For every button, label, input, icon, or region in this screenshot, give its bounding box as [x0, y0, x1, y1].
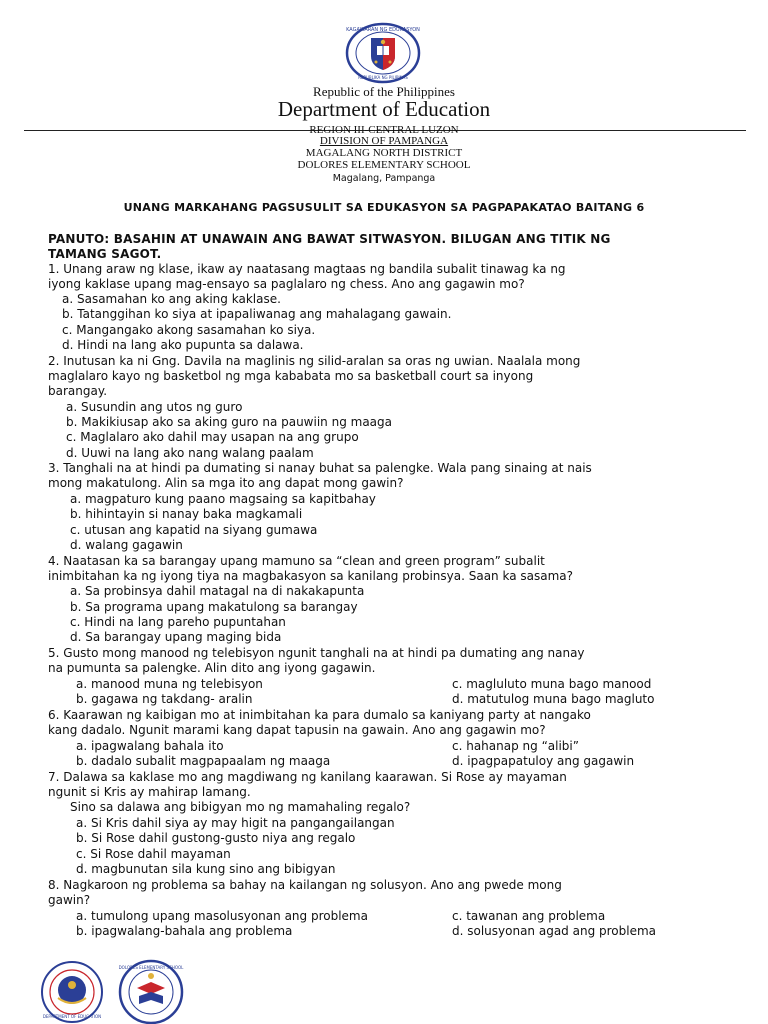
exam-title: UNANG MARKAHANG PAGSUSULIT SA EDUKASYON SA PAGPAPAKATAO BAITANG 6 — [123, 201, 645, 214]
region-text: REGION III-CENTRAL LUZON — [309, 124, 459, 136]
question-1-text: 1. Unang araw ng klase, ikaw ay naatasang magtaas ng bandila subalit tinawag ka ng — [48, 262, 566, 276]
question-7-text-cont: ngunit si Kris ay mahirap lamang. — [48, 785, 251, 799]
question-4-choice-a: a. Sa probinsya dahil matagal na di nakakapunta — [70, 584, 365, 598]
question-3-choice-c: c. utusan ang kapatid na siyang gumawa — [70, 523, 318, 537]
school-name: DOLORES ELEMENTARY SCHOOL — [297, 159, 471, 171]
question-8-text-cont: gawin? — [48, 893, 91, 907]
question-6-text-cont: kang dadalo. Ngunit marami kang dapat tapusin na gawain. Ano ang gagawin mo? — [48, 723, 546, 737]
town-text: Magalang, Pampanga — [332, 173, 436, 184]
question-7-choice-b: b. Si Rose dahil gustong-gusto niya ang regalo — [76, 831, 356, 845]
deped-seal-logo — [333, 22, 433, 84]
question-1-choice-b: b. Tatanggihan ko siya at ipapaliwanag ang mahalagang gawain. — [62, 307, 452, 321]
instructions-line1: PANUTO: BASAHIN AT UNAWAIN ANG BAWAT SITWASYON. BILUGAN ANG TITIK NG — [48, 232, 611, 246]
question-3-choice-a: a. magpaturo kung paano magsaing sa kapitbahay — [70, 492, 376, 506]
question-3-text-cont: mong makatulong. Alin sa mga ito ang dapat mong gawin? — [48, 476, 404, 490]
question-4-choice-d: d. Sa barangay upang maging bida — [70, 630, 282, 644]
question-7-choice-d: d. magbunutan sila kung sino ang bibigyan — [76, 862, 336, 876]
question-5-choice-a: a. manood muna ng telebisyon — [76, 677, 263, 691]
seal-subtext: REPUBLIKA NG PILIPINAS — [358, 75, 408, 80]
question-2-text-cont: maglalaro kayo ng basketbol ng mga kababata mo sa basketball court sa inyong — [48, 369, 534, 383]
department-title: Department of Education — [277, 97, 491, 121]
question-2-choice-d: d. Uuwi na lang ako nang walang paalam — [66, 446, 314, 460]
question-6-choice-c: c. hahanap ng “alibi” — [452, 739, 579, 753]
footer-right-logo-text: DOLORES ELEMENTARY SCHOOL — [118, 965, 184, 970]
question-7-choice-c: c. Si Rose dahil mayaman — [76, 847, 231, 861]
question-4-choice-c: c. Hindi na lang pareho pupuntahan — [70, 615, 286, 629]
question-8-text: 8. Nagkaroon ng problema sa bahay na kailangan ng solusyon. Ano ang pwede mong — [48, 878, 562, 892]
question-5-text-cont: na pumunta sa palengke. Alin dito ang iyong gagawin. — [48, 661, 376, 675]
question-5-choice-d: d. matutulog muna bago magluto — [452, 692, 655, 706]
question-7-choice-a: a. Si Kris dahil siya ay may higit na pangangailangan — [76, 816, 395, 830]
question-8-choice-d: d. solusyonan agad ang problema — [452, 924, 657, 938]
republic-text: Republic of the Philippines — [313, 84, 455, 99]
footer-left-logo-text: DEPARTMENT OF EDUCATION — [42, 1014, 102, 1019]
question-4-text-cont: inimbitahan ka ng iyong tiya na magbakasyon sa kanilang probinsya. Saan ka sasama? — [48, 569, 573, 583]
question-7-text: 7. Dalawa sa kaklase mo ang magdiwang ng kanilang kaarawan. Si Rose ay mayaman — [48, 770, 567, 784]
instructions — [48, 232, 738, 262]
question-3-text: 3. Tanghali na at hindi pa dumating si nanay buhat sa palengke. Wala pang sinaing at nais — [48, 461, 592, 475]
question-5-choice-b: b. gagawa ng takdang- aralin — [76, 692, 253, 706]
deped-footer-logo — [40, 960, 104, 1024]
question-1-text-cont: iyong kaklase upang mag-ensayo sa paglalaro ng chess. Ano ang gagawin mo? — [48, 277, 525, 291]
question-5-text: 5. Gusto mong manood ng telebisyon ngunit tanghali na at hindi pa dumating ang nanay — [48, 646, 585, 660]
seal-text: KAGAWARAN NG EDUKASYON — [346, 27, 420, 33]
division-text: DIVISION OF PAMPANGA — [319, 135, 449, 147]
question-3-choice-d: d. walang gagawin — [70, 538, 183, 552]
question-3-choice-b: b. hihintayin si nanay baka magkamali — [70, 507, 303, 521]
question-8-choice-a: a. tumulong upang masolusyonan ang problema — [76, 909, 368, 923]
question-6-choice-b: b. dadalo subalit magpapaalam ng maaga — [76, 754, 331, 768]
question-2-text-cont2: barangay. — [48, 384, 108, 398]
question-1-choice-d: d. Hindi na lang ako pupunta sa dalawa. — [62, 338, 304, 352]
school-footer-logo — [115, 958, 187, 1024]
question-1-choice-c: c. Mangangako akong sasamahan ko siya. — [62, 323, 316, 337]
instructions-line2: TAMANG SAGOT. — [48, 247, 162, 261]
question-1-choice-a: a. Sasamahan ko ang aking kaklase. — [62, 292, 281, 306]
question-6-text: 6. Kaarawan ng kaibigan mo at inimbitahan ka para dumalo sa kaniyang party at nangako — [48, 708, 591, 722]
question-2-choice-b: b. Makikiusap ako sa aking guro na pauwiin ng maaga — [66, 415, 392, 429]
question-4-choice-b: b. Sa programa upang makatulong sa barangay — [70, 600, 358, 614]
question-8-choice-b: b. ipagwalang-bahala ang problema — [76, 924, 293, 938]
question-4-text: 4. Naatasan ka sa barangay upang mamuno sa “clean and green program” subalit — [48, 554, 545, 568]
question-7-text-cont2: Sino sa dalawa ang bibigyan mo ng mamahaling regalo? — [70, 800, 411, 814]
question-6-choice-d: d. ipagpapatuloy ang gagawin — [452, 754, 635, 768]
question-5-choice-c: c. magluluto muna bago manood — [452, 677, 652, 691]
question-2-choice-c: c. Maglalaro ako dahil may usapan na ang grupo — [66, 430, 359, 444]
question-2-text: 2. Inutusan ka ni Gng. Davila na maglinis ng silid-aralan sa oras ng uwian. Naalala mong — [48, 354, 581, 368]
question-6-choice-a: a. ipagwalang bahala ito — [76, 739, 224, 753]
district-text: MAGALANG NORTH DISTRICT — [305, 147, 463, 159]
question-2-choice-a: a. Susundin ang utos ng guro — [66, 400, 243, 414]
question-8-choice-c: c. tawanan ang problema — [452, 909, 606, 923]
